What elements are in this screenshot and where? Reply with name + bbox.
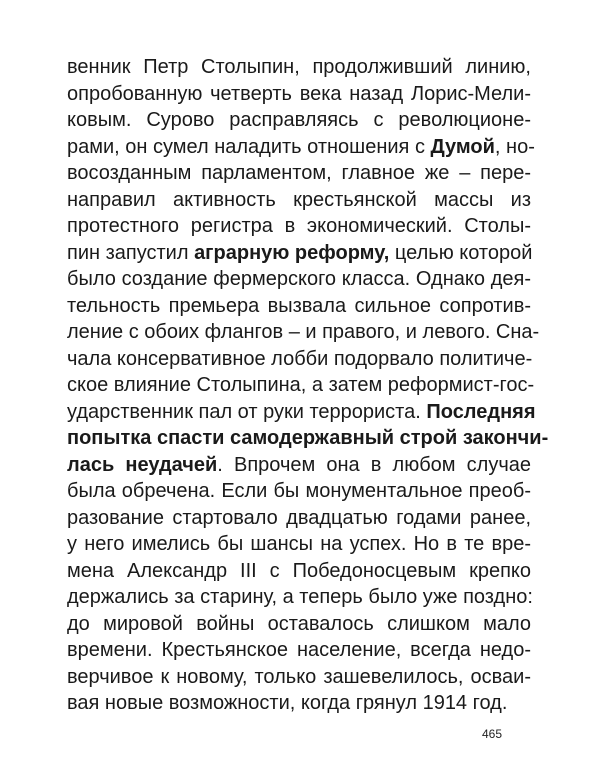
bold-text-segment: Думой <box>430 135 495 158</box>
text-segment: времени. Крестьянское население, всегда недо- <box>67 639 531 661</box>
body-text <box>67 54 549 717</box>
text-segment: опробованную четверть века назад Лорис-Мели- <box>67 82 531 105</box>
bold-text-segment: аграрную реформу, <box>194 241 390 264</box>
text-segment: ковым. Сурово расправляясь с революционе- <box>67 109 531 131</box>
text-segment: ское влияние Столыпина, а затем реформист-гос- <box>67 374 535 396</box>
text-segment: . Впрочем она в любом случае <box>217 453 532 476</box>
text-segment: до мировой войны оставалось слишком мало <box>67 612 531 635</box>
page-number: 465 <box>482 727 503 741</box>
text-line <box>67 478 531 505</box>
text-segment: у него имелись бы шансы на успех. Но в те вре- <box>67 533 531 555</box>
text-segment: пин запустил <box>67 241 195 264</box>
text-segment: держались за старину, а теперь было уже поздно: <box>67 586 533 608</box>
text-line <box>67 558 531 585</box>
text-line <box>67 372 535 399</box>
text-segment: восозданным парламентом, главное же – пере- <box>67 162 531 184</box>
text-line <box>67 187 531 214</box>
text-segment: , но- <box>494 135 535 158</box>
text-segment: целью которой <box>389 241 533 264</box>
text-segment: разование стартовало двадцатью годами ранее, <box>67 506 531 529</box>
text-segment: чала консервативное лобби подорвало политиче- <box>67 347 533 370</box>
text-line <box>67 611 531 638</box>
text-line <box>67 452 531 479</box>
text-line <box>67 664 531 691</box>
text-line <box>67 584 531 611</box>
text-line <box>67 293 531 320</box>
text-line <box>67 266 531 293</box>
text-line <box>67 240 531 267</box>
text-line <box>67 319 540 346</box>
text-line <box>67 399 536 426</box>
text-segment: мена Александр III с Победоносцевым крепко <box>67 559 531 582</box>
text-segment: рами, он сумел наладить отношения с <box>67 135 431 158</box>
text-line <box>67 425 549 452</box>
bold-text-segment: лась неудачей <box>67 453 218 476</box>
text-line <box>67 690 531 717</box>
text-segment: венник Петр Столыпин, продолживший линию, <box>67 56 531 78</box>
bold-text-segment: попытка спасти самодержавный строй закончи- <box>67 427 549 449</box>
text-line <box>67 531 531 558</box>
text-line <box>67 346 531 373</box>
text-line <box>67 54 531 81</box>
text-segment: протестного регистра в экономический. Столы- <box>67 215 531 237</box>
text-segment: верчивое к новому, только зашевелилось, осваи- <box>67 665 531 688</box>
text-line <box>67 505 531 532</box>
text-segment: ударственник пал от руки террориста. <box>67 400 427 423</box>
text-line <box>67 134 535 161</box>
text-segment: тельность премьера вызвала сильное сопротив- <box>67 294 531 317</box>
text-segment: было создание фермерского класса. Однако дея- <box>67 268 531 290</box>
text-segment: ление с обоих флангов – и правого, и левого. Сна- <box>67 321 540 343</box>
text-line <box>67 160 531 187</box>
text-segment: была обречена. Если бы монументальное преоб- <box>67 480 531 502</box>
text-line <box>67 107 531 134</box>
text-line <box>67 213 531 240</box>
text-line <box>67 81 531 108</box>
text-line <box>67 637 531 664</box>
text-segment: вая новые возможности, когда грянул 1914 год. <box>67 692 508 714</box>
bold-text-segment: Последняя <box>426 400 536 423</box>
text-segment: направил активность крестьянской массы из <box>67 188 531 211</box>
